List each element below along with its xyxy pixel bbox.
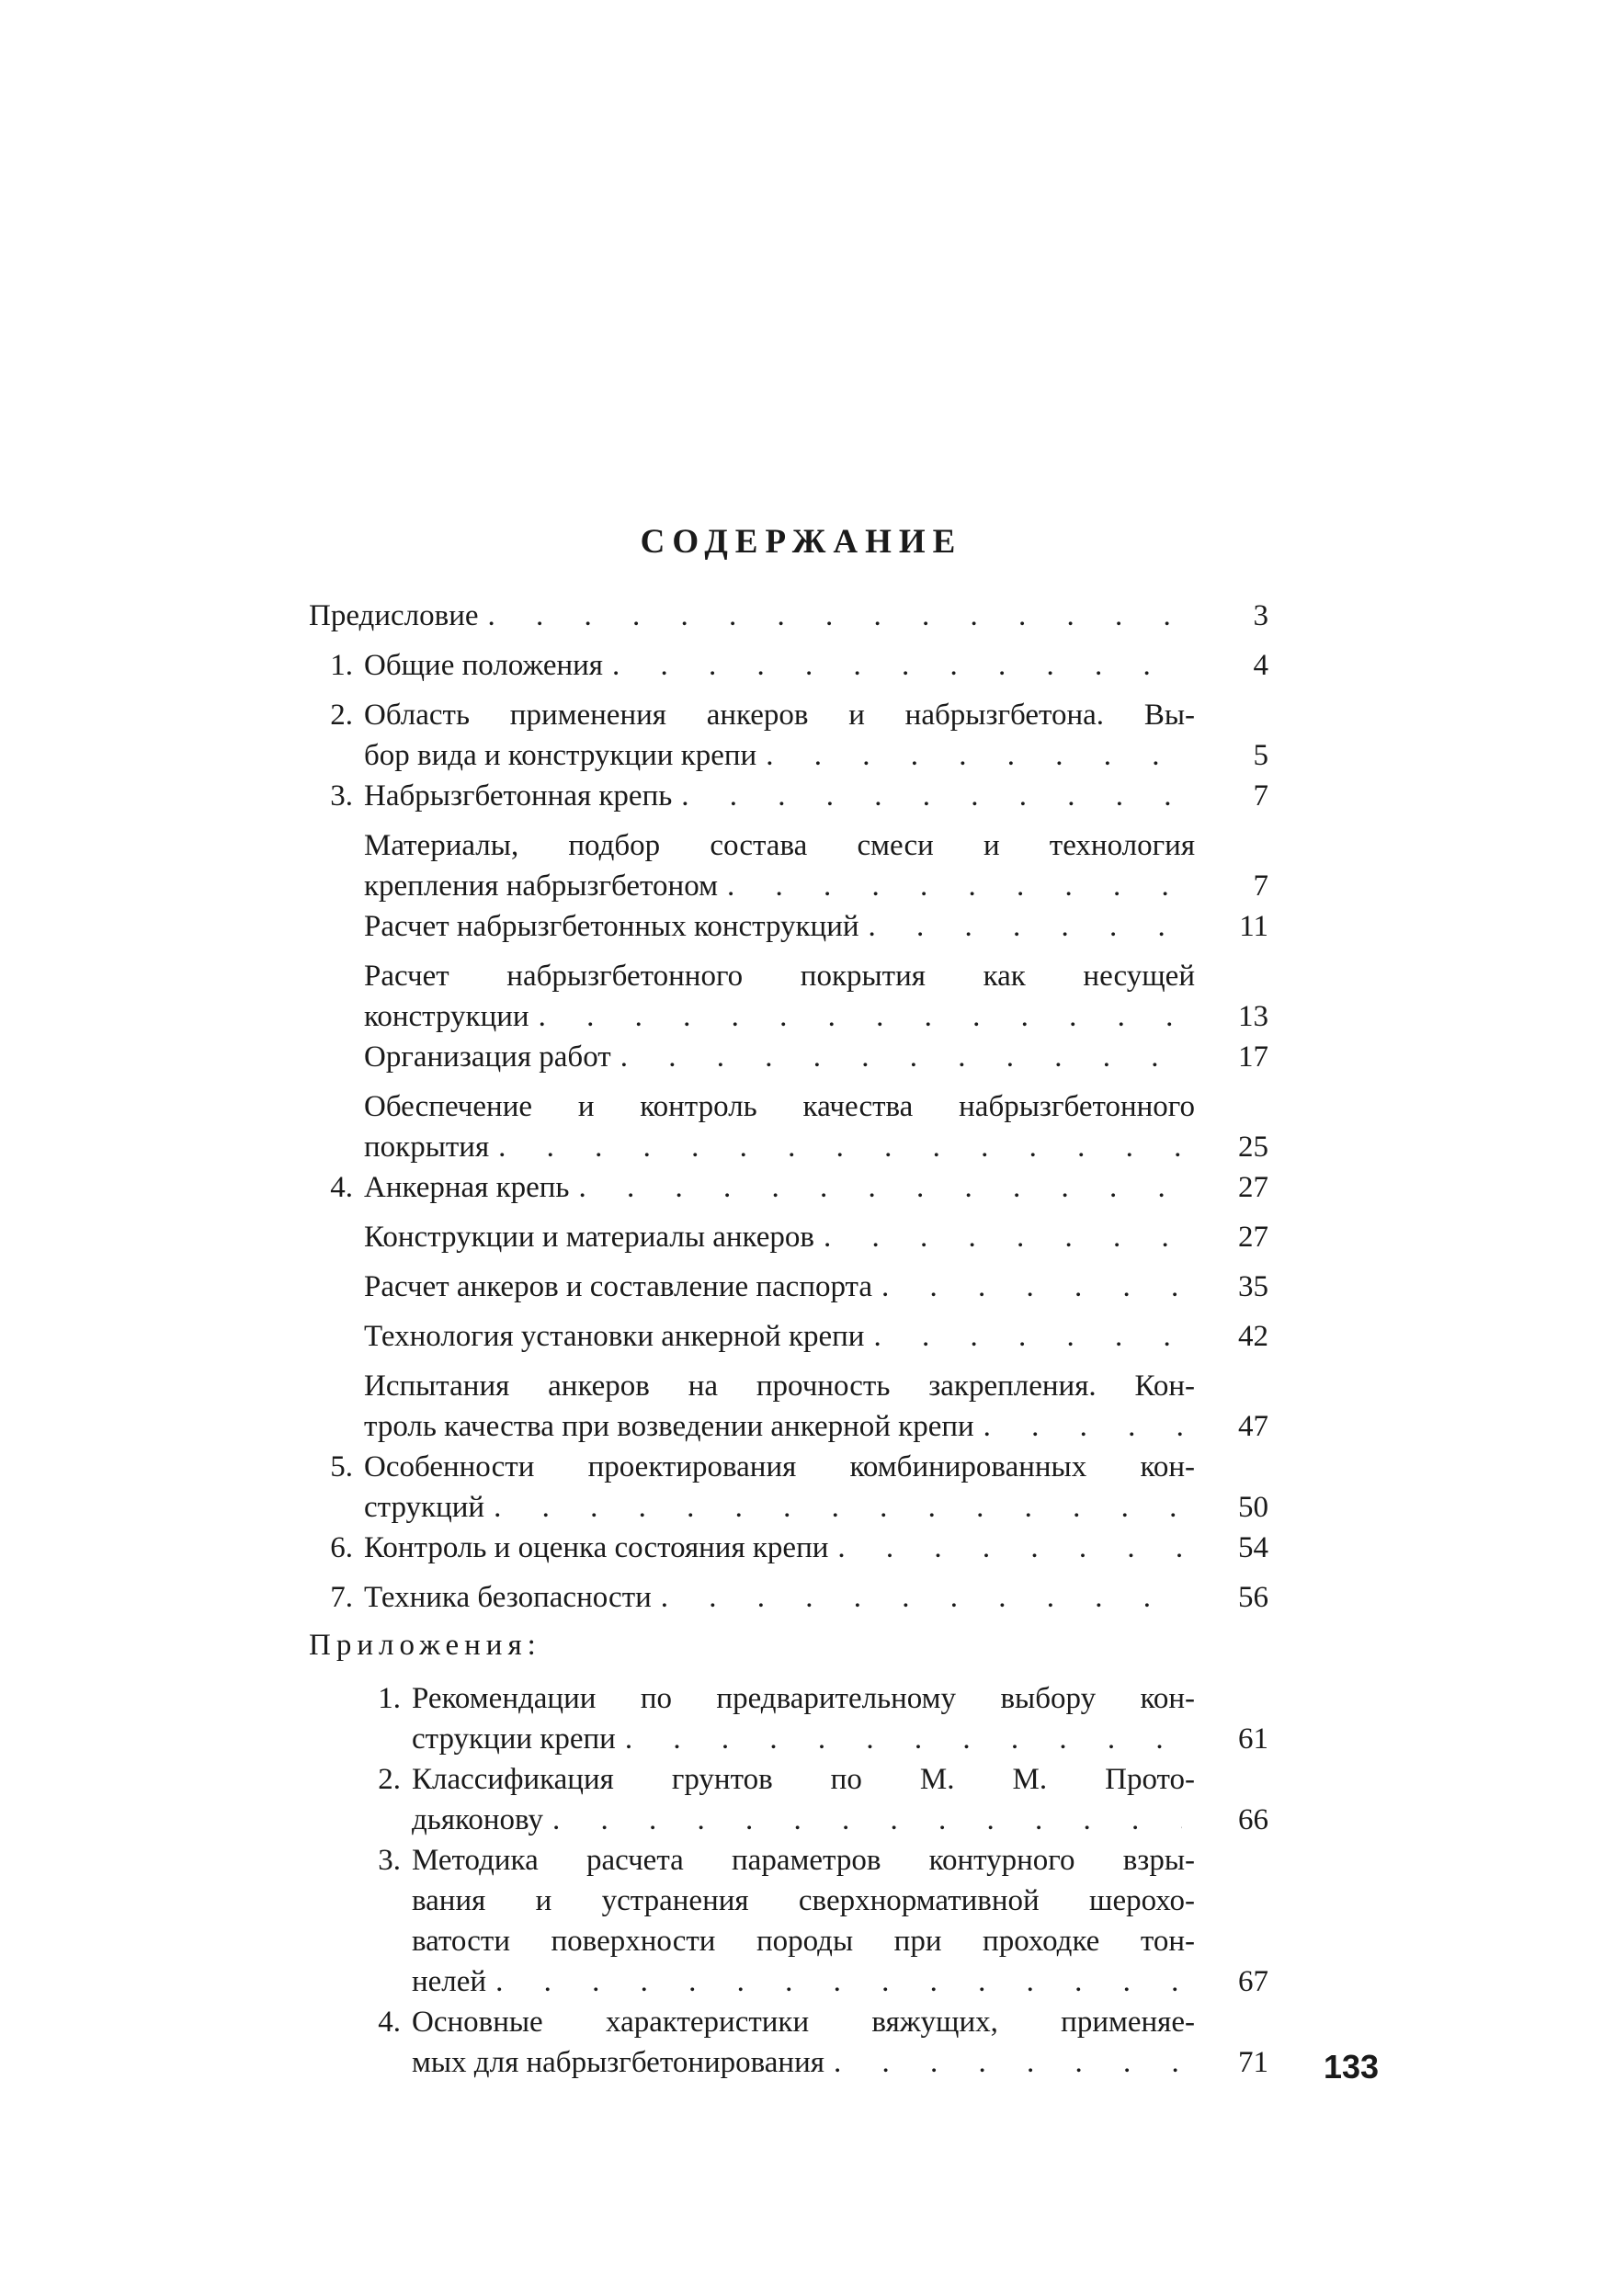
dot-leader (494, 1487, 1182, 1528)
toc-entry (309, 1447, 1268, 1528)
entry-page-number: 4 (1253, 649, 1268, 682)
entry-page-number: 61 (1238, 1722, 1268, 1756)
dot-leader (625, 1719, 1182, 1759)
entry-number: 3. (378, 1844, 401, 1877)
entry-page-number: 27 (1238, 1171, 1268, 1204)
entry-text-line: струкций (364, 1491, 485, 1524)
entry-text-line: мых для набрызгбетонирования (412, 2046, 824, 2079)
toc-entry (309, 596, 1268, 636)
toc-entry (309, 776, 1268, 816)
appendix-entry (309, 2002, 1268, 2083)
toc-entry (309, 1217, 1268, 1257)
entry-text-line: Анкерная крепь (364, 1171, 570, 1204)
entry-text-line: Контроль и оценка состояния крепи (364, 1531, 829, 1564)
entry-number: 5. (330, 1450, 353, 1483)
entry-text-line: Рекомендации по предварительному выбору кон- (412, 1682, 1195, 1715)
entry-text-line: дьяконову (412, 1803, 543, 1836)
dot-leader (539, 996, 1182, 1037)
entry-text-line: струкции крепи (412, 1722, 616, 1756)
entry-page-number: 71 (1238, 2046, 1268, 2079)
entry-text-line: конструкции (364, 1000, 529, 1033)
dot-leader (727, 866, 1182, 906)
entry-text-line: Технология установки анкерной крепи (364, 1320, 865, 1353)
entry-number: 3. (330, 779, 353, 813)
entry-number: 1. (378, 1682, 401, 1715)
entry-page-number: 47 (1238, 1410, 1268, 1443)
dot-leader (834, 2042, 1182, 2083)
entry-text-line: троль качества при возведении анкерной крепи (364, 1410, 974, 1443)
page-number: 133 (1324, 2048, 1380, 2086)
dot-leader (681, 776, 1182, 816)
entry-page-number: 35 (1238, 1270, 1268, 1303)
entry-page-number: 54 (1238, 1531, 1268, 1564)
entry-number: 4. (330, 1171, 353, 1204)
entry-text-line: Испытания анкеров на прочность закрепления. Кон- (364, 1370, 1195, 1403)
dot-leader (873, 1316, 1182, 1357)
toc-entry (309, 1528, 1268, 1568)
dot-leader (824, 1217, 1182, 1257)
dot-leader (881, 1267, 1182, 1307)
entry-text-line: Организация работ (364, 1040, 611, 1074)
dot-leader (620, 1037, 1182, 1077)
toc-entry (309, 1316, 1268, 1357)
dot-leader (837, 1528, 1182, 1568)
entry-page-number: 7 (1253, 779, 1268, 813)
dot-leader (983, 1406, 1182, 1447)
entry-text-line: Материалы, подбор состава смеси и технология (364, 829, 1195, 862)
entry-text-line: Расчет набрызгбетонного покрытия как несущей (364, 960, 1195, 993)
entry-text-line: покрытия (364, 1131, 490, 1164)
entry-text-line: Предисловие (309, 599, 479, 632)
entry-page-number: 56 (1238, 1581, 1268, 1614)
toc-entry (309, 1366, 1268, 1447)
entry-text-line: вания и устранения сверхнормативной шерохо- (412, 1884, 1195, 1917)
toc-entry (309, 1167, 1268, 1208)
entry-number: 7. (330, 1581, 353, 1614)
dot-leader (498, 1127, 1182, 1167)
entry-text-line: бор вида и конструкции крепи (364, 739, 757, 772)
entry-page-number: 17 (1238, 1040, 1268, 1074)
entry-page-number: 25 (1238, 1131, 1268, 1164)
entry-page-number: 7 (1253, 870, 1268, 903)
entry-text-line: Основные характеристики вяжущих, применяе- (412, 2006, 1195, 2039)
toc-entry (309, 1086, 1268, 1167)
entry-page-number: 11 (1239, 910, 1268, 943)
entry-page-number: 50 (1238, 1491, 1268, 1524)
entry-page-number: 5 (1253, 739, 1268, 772)
appendix-entry (309, 1759, 1268, 1840)
entry-text-line: Область применения анкеров и набрызгбетона. Вы- (364, 699, 1195, 732)
entry-text-line: Расчет набрызгбетонных конструкций (364, 910, 859, 943)
dot-leader (612, 645, 1182, 686)
dot-leader (495, 1961, 1182, 2002)
toc-entry (309, 956, 1268, 1037)
entry-number: 1. (330, 649, 353, 682)
entry-number: 2. (330, 699, 353, 732)
dot-leader (552, 1800, 1182, 1840)
entry-text-line: Набрызгбетонная крепь (364, 779, 673, 813)
entry-text-line: ватости поверхности породы при проходке тон- (412, 1925, 1195, 1958)
appendix-heading: Приложения: (309, 1629, 541, 1662)
toc-entry (309, 695, 1268, 776)
toc-entry (309, 906, 1268, 947)
dot-leader (488, 596, 1183, 636)
entry-text-line: Обеспечение и контроль качества набрызгбетонного (364, 1090, 1195, 1123)
appendix-entry (309, 1840, 1268, 2002)
entry-page-number: 13 (1238, 1000, 1268, 1033)
entry-page-number: 66 (1238, 1803, 1268, 1836)
toc-entry (309, 1577, 1268, 1618)
entry-page-number: 3 (1253, 599, 1268, 632)
entry-text-line: Особенности проектирования комбинированных кон- (364, 1450, 1195, 1483)
toc-entry (309, 1267, 1268, 1307)
entry-text-line: нелей (412, 1965, 487, 1998)
entry-page-number: 27 (1238, 1221, 1268, 1254)
entry-number: 4. (378, 2006, 401, 2039)
toc-entry (309, 825, 1268, 906)
dot-leader (869, 906, 1182, 947)
toc-title: СОДЕРЖАНИЕ (640, 523, 963, 561)
entry-text-line: крепления набрызгбетоном (364, 870, 718, 903)
entry-text-line: Классификация грунтов по М. М. Прото- (412, 1763, 1195, 1796)
entry-number: 6. (330, 1531, 353, 1564)
entry-number: 2. (378, 1763, 401, 1796)
toc-entry (309, 1037, 1268, 1077)
dot-leader (578, 1167, 1182, 1208)
appendix-entry (309, 1678, 1268, 1759)
dot-leader (766, 735, 1182, 776)
entry-text-line: Методика расчета параметров контурного взры- (412, 1844, 1195, 1877)
toc-entry (309, 645, 1268, 686)
dot-leader (661, 1577, 1182, 1618)
entry-text-line: Расчет анкеров и составление паспорта (364, 1270, 873, 1303)
entry-page-number: 67 (1238, 1965, 1268, 1998)
entry-text-line: Конструкции и материалы анкеров (364, 1221, 814, 1254)
entry-text-line: Техника безопасности (364, 1581, 652, 1614)
entry-page-number: 42 (1238, 1320, 1268, 1353)
entry-text-line: Общие положения (364, 649, 603, 682)
